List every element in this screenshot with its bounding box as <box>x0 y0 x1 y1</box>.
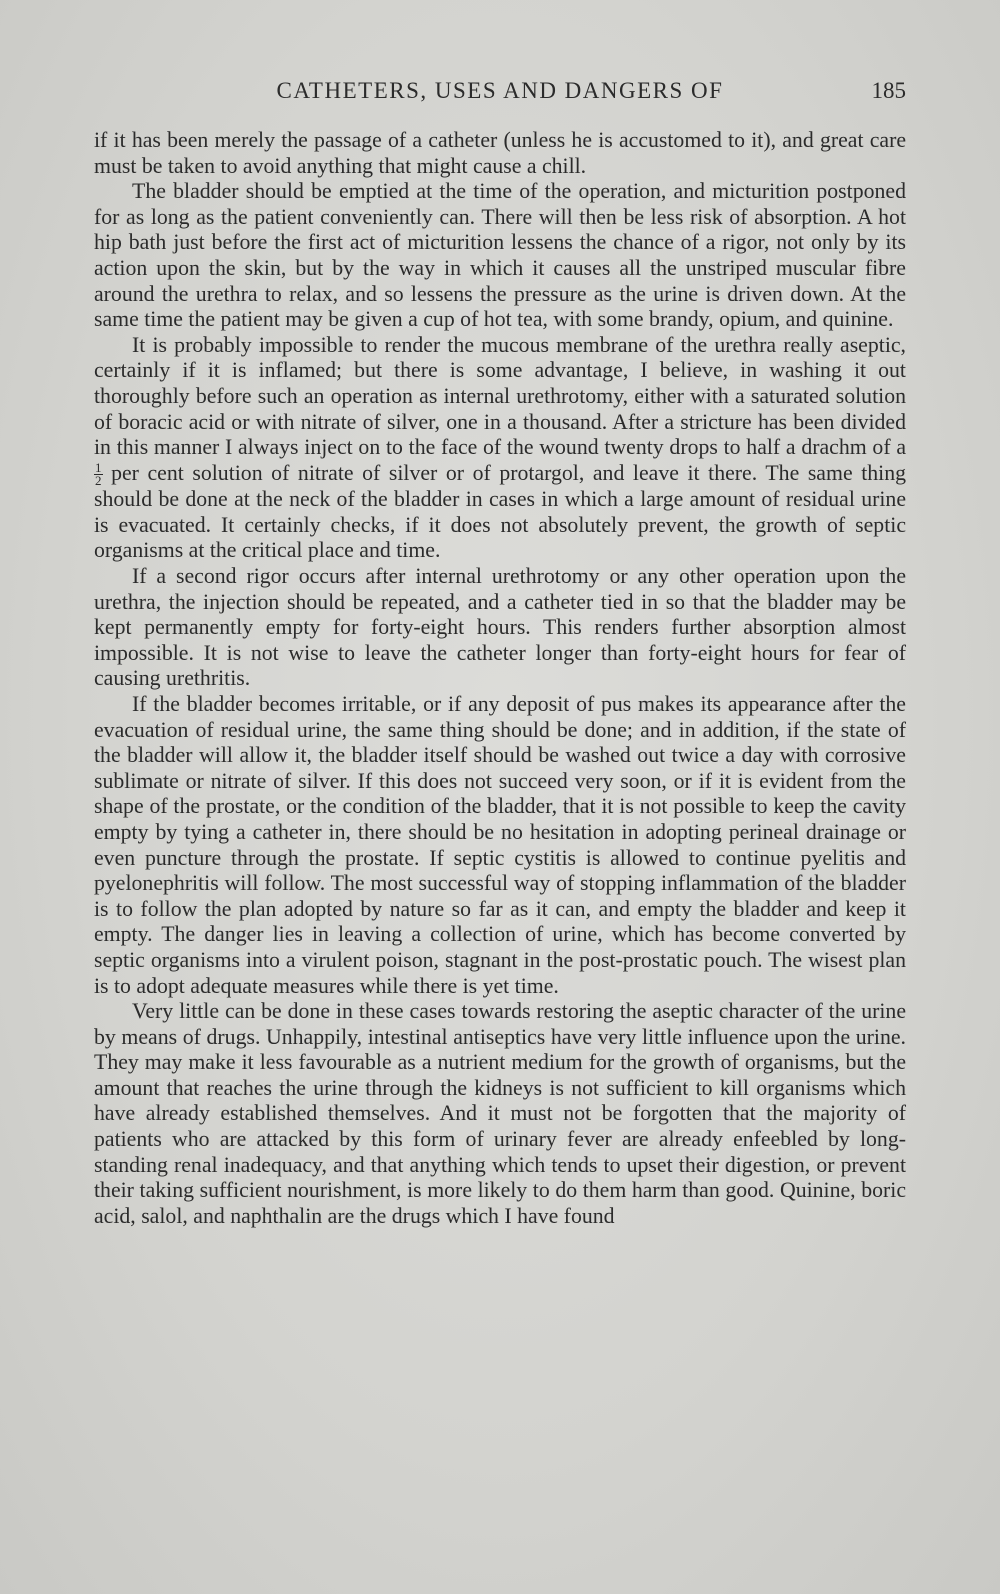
paragraph-with-fraction <box>94 333 906 564</box>
paragraph-text-part: per cent solution of nitrate of silver or of protargol, and leave it there. The same thing should be done at the neck of the bladder in cases in which a large amount of residual urine is evacuated. It certainly checks, if it does not absolutely prevent, the growth of septic organisms at the critical place and time. <box>94 460 906 563</box>
page-header <box>94 74 906 108</box>
body-text <box>94 128 906 1229</box>
paragraph: If the bladder becomes irritable, or if any deposit of pus makes its appearance after the evacuation of residual urine, the same thing should be done; and in addition, if the state of the bladder will allow it, the bladder itself should be washed out twice a day with corrosive sublimate or nitrate of silver. If this does not succeed very soon, or if it is evident from the shape of the prostate, or the condition of the bladder, that it is not possible to keep the cavity empty by tying a catheter in, there should be no hesitation in adopting perineal drainage or even puncture through the prostate. If septic cystitis is allowed to continue pyelitis and pyelonephritis will follow. The most successful way of stopping inflammation of the bladder is to follow the plan adopted by nature so far as it can, and empty the bladder and keep it empty. The danger lies in leaving a collection of urine, which has become converted by septic organisms into a virulent poison, stagnant in the post-prostatic pouch. The wisest plan is to adopt adequate measures while there is yet time. <box>94 691 906 998</box>
page-number: 185 <box>871 78 906 103</box>
paragraph-continued: if it has been merely the passage of a catheter (unless he is accustomed to it), and great care must be taken to avoid anything that might cause a chill. <box>94 128 906 178</box>
paragraph-text-part: It is probably impossible to render the mucous membrane of the urethra really aseptic, certainly if it is inflamed; but there is some advantage, I believe, in washing it out thoroughly before such an operation as internal urethrotomy, either with a saturated solution of boracic acid or with nitrate of silver, one in a thousand. After a stricture has been divided in this manner I always inject on to the face of the wound twenty drops to half a drachm of a <box>94 332 906 460</box>
paragraph: Very little can be done in these cases towards restoring the aseptic character of the urine by means of drugs. Unhappily, intestinal antiseptics have very little influence upon the urine. They may make it less favourable as a nutrient medium for the growth of organisms, but the amount that reaches the urine through the kidneys is not sufficient to kill organisms which have already established themselves. And it must not be forgotten that the majority of patients who are attacked by this form of urinary fever are already enfeebled by long-standing renal inadequacy, and that anything which tends to upset their digestion, or prevent their taking sufficient nourishment, is more likely to do them harm than good. Quinine, boric acid, salol, and naphthalin are the drugs which I have found <box>94 999 906 1228</box>
paragraph: If a second rigor occurs after internal urethrotomy or any other operation upon the urethra, the injection should be repeated, and a catheter tied in so that the bladder may be kept permanently empty for forty-eight hours. This renders further absorption almost impossible. It is not wise to leave the catheter longer than forty-eight hours for fear of causing urethritis. <box>94 564 906 691</box>
fraction-denominator: 2 <box>95 473 102 489</box>
fraction-numerator: 1 <box>95 460 102 476</box>
running-head: CATHETERS, USES AND DANGERS OF <box>276 78 724 103</box>
fraction-one-half <box>94 462 103 487</box>
paragraph: The bladder should be emptied at the time of the operation, and micturition postponed for as long as the patient conveniently can. There will then be less risk of absorption. A hot hip bath just before the first act of micturition lessens the chance of a rigor, not only by its action upon the skin, but by the way in which it causes all the unstriped muscular fibre around the urethra to relax, and so lessens the pressure as the urine is driven down. At the same time the patient may be given a cup of hot tea, with some brandy, opium, and quinine. <box>94 179 906 332</box>
